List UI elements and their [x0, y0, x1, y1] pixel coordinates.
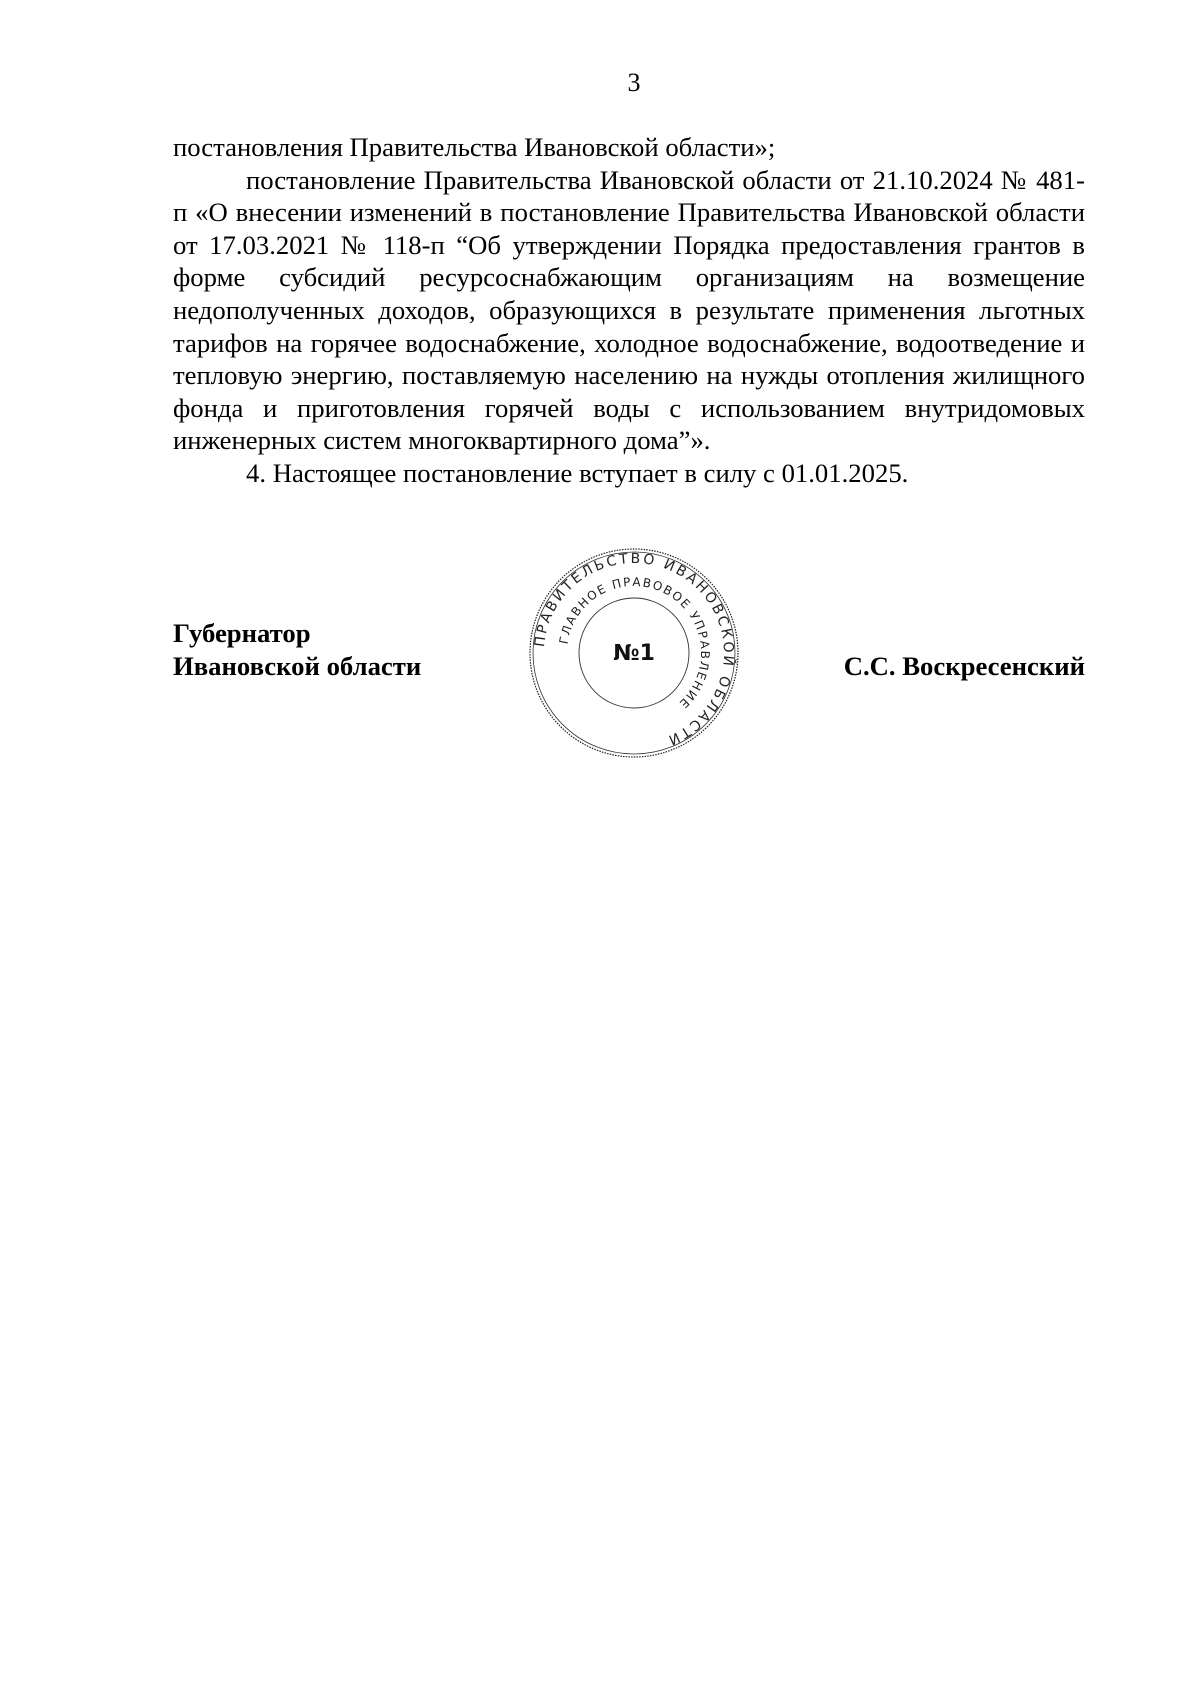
paragraph-continuation: постановления Правительства Ивановской области»; [173, 132, 776, 162]
page-number: 3 [627, 68, 641, 97]
signatory-title-line2: Ивановской области [173, 651, 422, 681]
stamp-number: №1 [613, 641, 655, 666]
paragraph-resolution-481: постановление Правительства Ивановской области от 21.10.2024 № 481-п «О внесении изменений в постановление Правительства Ивановской области от 17.03.2021 № 118-п “Об утверждении Порядка предоставления грантов в форме субсидий ресурсоснабжающим организациям на возмещение недополученных доходов, образующихся в результате применения льготных тарифов на горячее водоснабжение, холодное водоснабжение, водоотведение и тепловую энергию, поставляемую населению на нужды отопления жилищного фонда и приготовления горячей воды с использованием внутридомовых инженерных систем многоквартирного дома”». [173, 164, 1085, 456]
stamp-inner-text: ГЛАВНОЕ ПРАВОВОЕ УПРАВЛЕНИЕ [556, 574, 713, 712]
signatory-name: С.С. Воскресенский [843, 651, 1085, 681]
document-body [173, 131, 1085, 490]
signatory-title [173, 617, 421, 683]
stamp-outer-text: ПРАВИТЕЛЬСТВО ИВАНОВСКОЙ ОБЛАСТИ [532, 550, 737, 749]
signatory-title-line1: Губернатор [173, 618, 311, 648]
paragraph-effective-date: 4. Настоящее постановление вступает в силу с 01.01.2025. [246, 457, 909, 488]
official-stamp [528, 547, 740, 759]
